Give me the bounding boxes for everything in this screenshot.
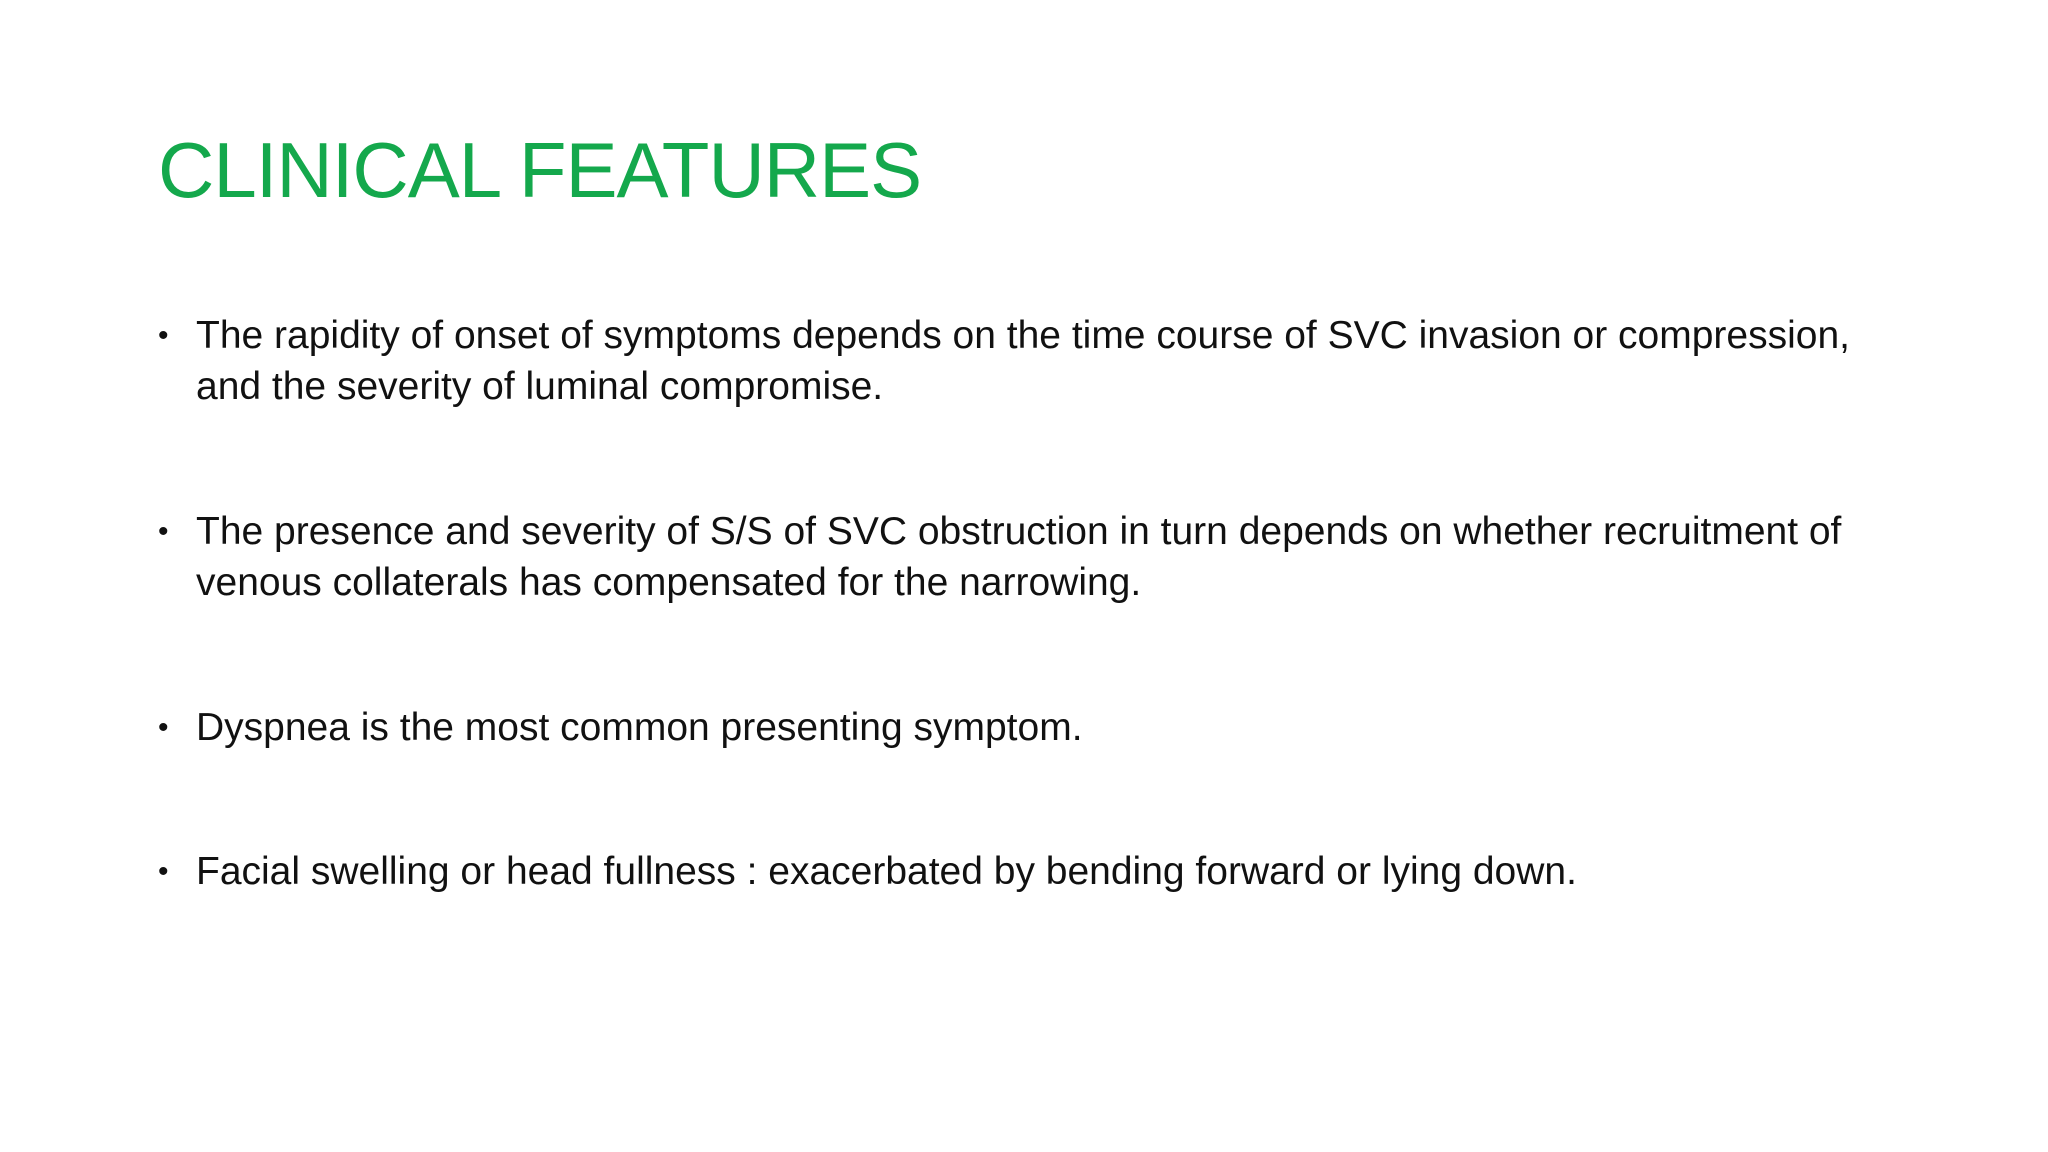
slide-title: CLINICAL FEATURES (158, 126, 922, 214)
bullet-text: The rapidity of onset of symptoms depends on the time course of SVC invasion or compression, and the severity of luminal compromise. (196, 314, 1850, 408)
bullet-list (158, 310, 1918, 990)
bullet-text: Facial swelling or head fullness : exacerbated by bending forward or lying down. (196, 850, 1577, 893)
bullet-dot-icon: • (158, 319, 169, 352)
bullet-item-3 (158, 702, 1918, 753)
bullet-item-1 (158, 310, 1918, 412)
bullet-dot-icon: • (158, 855, 169, 888)
bullet-text: The presence and severity of S/S of SVC obstruction in turn depends on whether recruitment of venous collaterals has compensated for the narrowing. (196, 510, 1842, 604)
bullet-dot-icon: • (158, 515, 169, 548)
bullet-dot-icon: • (158, 711, 169, 744)
bullet-item-4 (158, 846, 1918, 897)
bullet-text: Dyspnea is the most common presenting symptom. (196, 706, 1083, 749)
bullet-item-2 (158, 506, 1918, 608)
